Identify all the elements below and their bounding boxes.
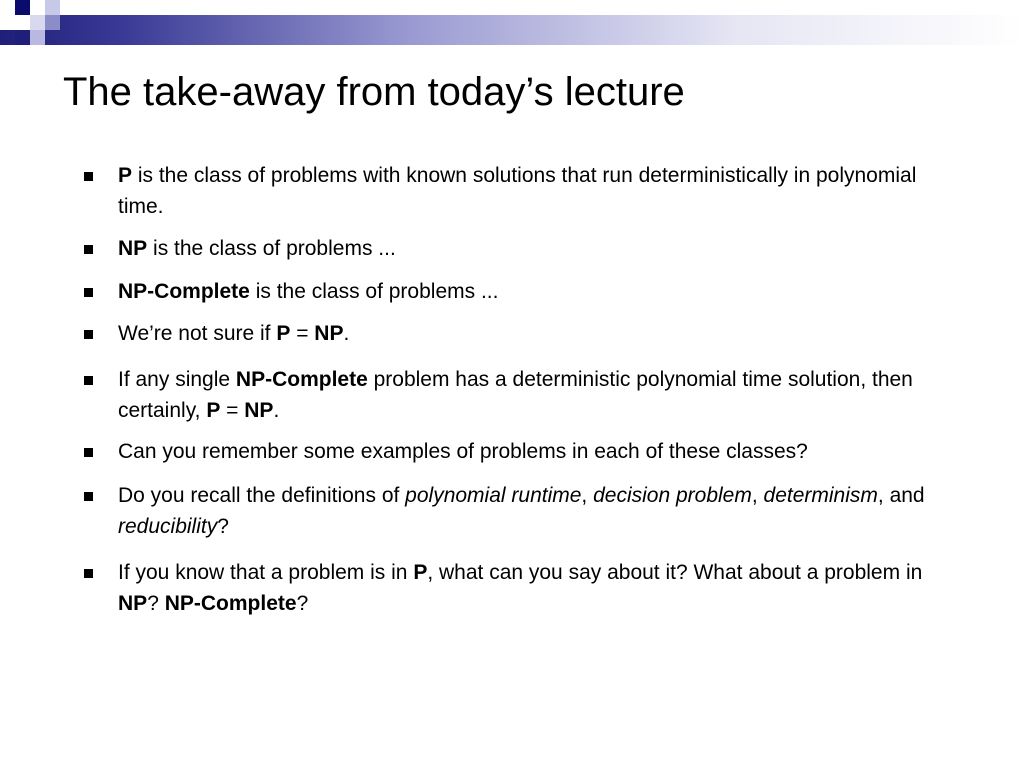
bullet-item (80, 318, 960, 349)
decorative-square (30, 0, 45, 15)
bullet-text-bold: P (276, 322, 291, 345)
bullet-item (80, 276, 960, 307)
bullet-text: = (220, 399, 245, 422)
decorative-square (45, 15, 60, 30)
bullet-item (80, 364, 960, 426)
bullet-text: , (581, 484, 594, 507)
bullet-square-icon (84, 376, 93, 385)
bullet-text-bold: NP (118, 237, 148, 260)
bullet-item (80, 160, 960, 222)
bullet-text: Can you remember some examples of problems in each of these classes? (118, 440, 808, 463)
bullet-text: = (290, 322, 315, 345)
bullet-text-bold: P (118, 164, 133, 187)
bullet-text-bold: NP (314, 322, 344, 345)
bullet-text-bold: NP-Complete (235, 368, 368, 391)
bullet-text-bold: NP-Complete (164, 592, 297, 615)
bullet-text: If you know that a problem is in (118, 561, 414, 584)
bullet-text: If any single (118, 368, 236, 391)
bullet-item (80, 480, 960, 542)
bullet-text: ? (217, 515, 229, 538)
decorative-square (0, 15, 15, 30)
bullet-text-bold: P (206, 399, 221, 422)
bullet-item (80, 557, 960, 619)
bullet-text-bold: NP-Complete (118, 280, 250, 303)
bullet-square-icon (84, 172, 93, 181)
bullet-text: , (751, 484, 764, 507)
decorative-square (15, 30, 30, 45)
bullet-square-icon (84, 330, 93, 339)
bullet-square-icon (84, 492, 93, 501)
decorative-square (15, 15, 30, 30)
bullet-square-icon (84, 569, 93, 578)
bullet-text: , and (877, 484, 925, 507)
bullet-text: problem has a deterministic polynomial time solution, then certainly, (118, 368, 913, 422)
decorative-square (45, 0, 60, 15)
bullet-text: is the class of problems with known solutions that run deterministically in polynomial time. (118, 164, 917, 218)
bullet-text-bold: NP (118, 592, 148, 615)
bullet-text: is the class of problems ... (249, 280, 499, 303)
bullet-text: ? (147, 592, 165, 615)
header-gradient-bar (0, 15, 1024, 45)
bullet-square-icon (84, 245, 93, 254)
bullet-text: We’re not sure if (118, 322, 277, 345)
bullet-text: . (273, 399, 280, 422)
bullet-text-bold: NP (244, 399, 274, 422)
bullet-square-icon (84, 448, 93, 457)
bullet-text-bold: P (413, 561, 428, 584)
bullet-text: ? (296, 592, 309, 615)
bullet-text-italic: decision problem (593, 484, 752, 507)
bullet-text-italic: reducibility (118, 515, 218, 538)
bullet-text-italic: polynomial runtime (405, 484, 582, 507)
bullet-item (80, 233, 960, 264)
decorative-square (30, 15, 45, 30)
bullet-square-icon (84, 288, 93, 297)
bullet-text: . (343, 322, 350, 345)
bullet-item (80, 436, 960, 467)
bullet-list (80, 160, 960, 619)
slide-title: The take-away from today’s lecture (63, 70, 685, 114)
decorative-square (30, 30, 45, 45)
bullet-text: Do you recall the definitions of (118, 484, 406, 507)
bullet-text: , what can you say about it? What about a problem in (427, 561, 923, 584)
decorative-square (15, 0, 30, 15)
bullet-text-italic: determinism (763, 484, 878, 507)
bullet-text: is the class of problems ... (147, 237, 396, 260)
